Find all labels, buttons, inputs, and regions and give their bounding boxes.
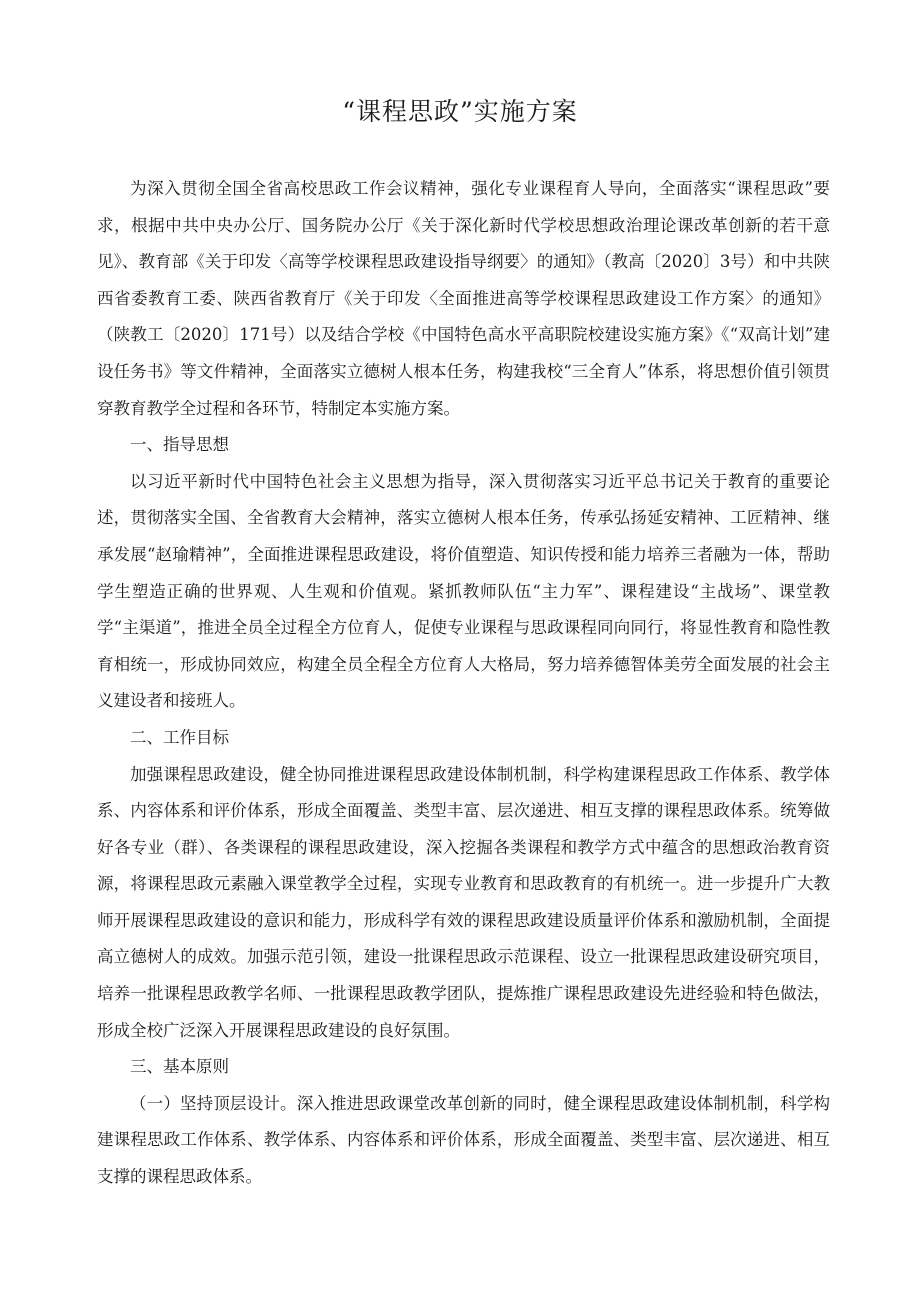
document-title: “课程思政”实施方案 <box>342 97 578 126</box>
intro-paragraph: 为深入贯彻全国全省高校思政工作会议精神，强化专业课程育人导向，全面落实“课程思政”要求，根据中共中央办公厅、国务院办公厅《关于深化新时代学校思想政治理论课改革创新的若干意见》、教育部《关于印发〈高等学校课程思政建设指导纲要〉的通知》（教高〔2020〕3号）和中共陕西省委教育工委、陕西省教育厅《关于印发〈全面推进高等学校课程思政建设工作方案〉的通知》（陕教工〔2020〕171号）以及结合学校《中国特色高水平高职院校建设实施方案》《“双高计划”建设任务书》等文件精神，全面落实立德树人根本任务，构建我校“三全育人”体系，将思想价值引领贯穿教育教学全过程和各环节，特制定本实施方案。 <box>97 179 830 418</box>
section-heading-work-goals: 二、工作目标 <box>130 727 229 747</box>
principle-item-top-level-design: （一）坚持顶层设计。深入推进思政课堂改革创新的同时，健全课程思政建设体制机制，科学构建课程思政工作体系、教学体系、内容体系和评价体系，形成全面覆盖、类型丰富、层次递进、相互支撑的课程思政体系。 <box>97 1093 830 1187</box>
section-paragraph-work-goals: 加强课程思政建设，健全协同推进课程思政建设体制机制，科学构建课程思政工作体系、教学体系、内容体系和评价体系，形成全面覆盖、类型丰富、层次递进、相互支撑的课程思政体系。统筹做好各专业（群）、各类课程的课程思政建设，深入挖掘各类课程和教学方式中蕴含的思想政治教育资源，将课程思政元素融入课堂教学全过程，实现专业教育和思政教育的有机统一。进一步提升广大教师开展课程思政建设的意识和能力，形成科学有效的课程思政建设质量评价体系和激励机制，全面提高立德树人的成效。加强示范引领，建设一批课程思政示范课程、设立一批课程思政建设研究项目，培养一批课程思政教学名师、一批课程思政教学团队，提炼推广课程思政建设先进经验和特色做法，形成全校广泛深入开展课程思政建设的良好氛围。 <box>97 764 830 1040</box>
document-body <box>97 171 830 1196</box>
section-paragraph-guiding-ideology: 以习近平新时代中国特色社会主义思想为指导，深入贯彻落实习近平总书记关于教育的重要论述，贯彻落实全国、全省教育大会精神，落实立德树人根本任务，传承弘扬延安精神、工匠精神、继承发展“赵瑜精神”，全面推进课程思政建设，将价值塑造、知识传授和能力培养三者融为一体，帮助学生塑造正确的世界观、人生观和价值观。紧抓教师队伍“主力军”、课程建设“主战场”、课堂教学“主渠道”，推进全员全过程全方位育人，促使专业课程与思政课程同向同行，将显性教育和隐性教育相统一，形成协同效应，构建全员全程全方位育人大格局，努力培养德智体美劳全面发展的社会主义建设者和接班人。 <box>97 471 830 711</box>
section-heading-guiding-ideology: 一、指导思想 <box>130 435 229 455</box>
section-heading-basic-principles: 三、基本原则 <box>130 1057 229 1077</box>
